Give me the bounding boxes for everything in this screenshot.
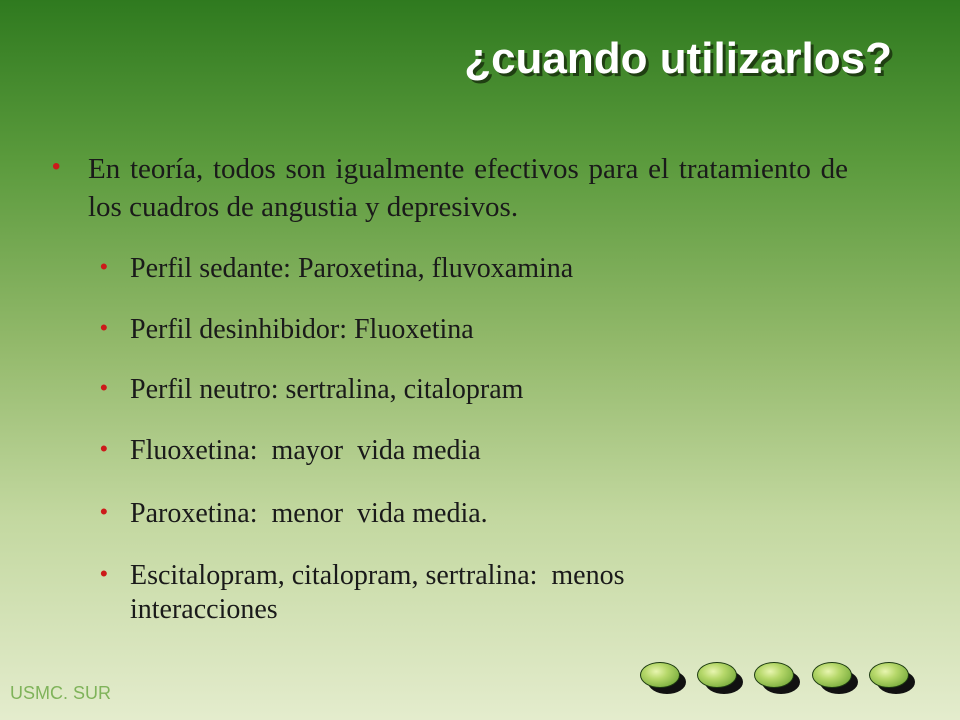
footer-label: USMC. SUR [10,683,112,703]
nav-button-4[interactable] [812,662,856,694]
nav-button-3[interactable] [754,662,798,694]
bullet-dot-icon: • [100,499,108,524]
bullet-dot-icon: • [100,436,108,461]
bullet-text: Perfil neutro: sertralina, citalopram [130,374,524,405]
bullet-text: Perfil desinhibidor: Fluoxetina [130,314,474,345]
bullet-item-2 [100,252,830,286]
nav-button-face [869,662,909,688]
nav-button-face [754,662,794,688]
bullet-text: Fluoxetina: mayor vida media [130,435,481,466]
bullet-item-7 [100,559,770,627]
bullet-text: Escitalopram, citalopram, sertralina: menos interacciones [130,560,632,625]
slide-title: ¿cuando utilizarlos? [464,34,892,83]
nav-button-5[interactable] [869,662,913,694]
bullet-item-4 [100,373,830,407]
nav-button-face [812,662,852,688]
bullet-item-1 [52,150,848,226]
bullet-text: Paroxetina: menor vida media. [130,498,488,529]
bullet-text: En teoría, todos son igualmente efectivos para el tratamiento de los cuadros de angustia y depresivos. [88,153,848,223]
nav-button-face [697,662,737,688]
bullet-dot-icon: • [52,153,61,180]
bullet-text: Perfil sedante: Paroxetina, fluvoxamina [130,253,574,284]
bullet-dot-icon: • [100,561,108,586]
nav-buttons [640,662,920,702]
bullet-dot-icon: • [100,375,108,400]
nav-button-1[interactable] [640,662,684,694]
nav-button-face [640,662,680,688]
nav-button-2[interactable] [697,662,741,694]
bullet-item-5 [100,434,830,468]
bullet-dot-icon: • [100,254,108,279]
bullet-item-6 [100,497,830,531]
bullet-item-3 [100,313,830,347]
bullet-dot-icon: • [100,315,108,340]
